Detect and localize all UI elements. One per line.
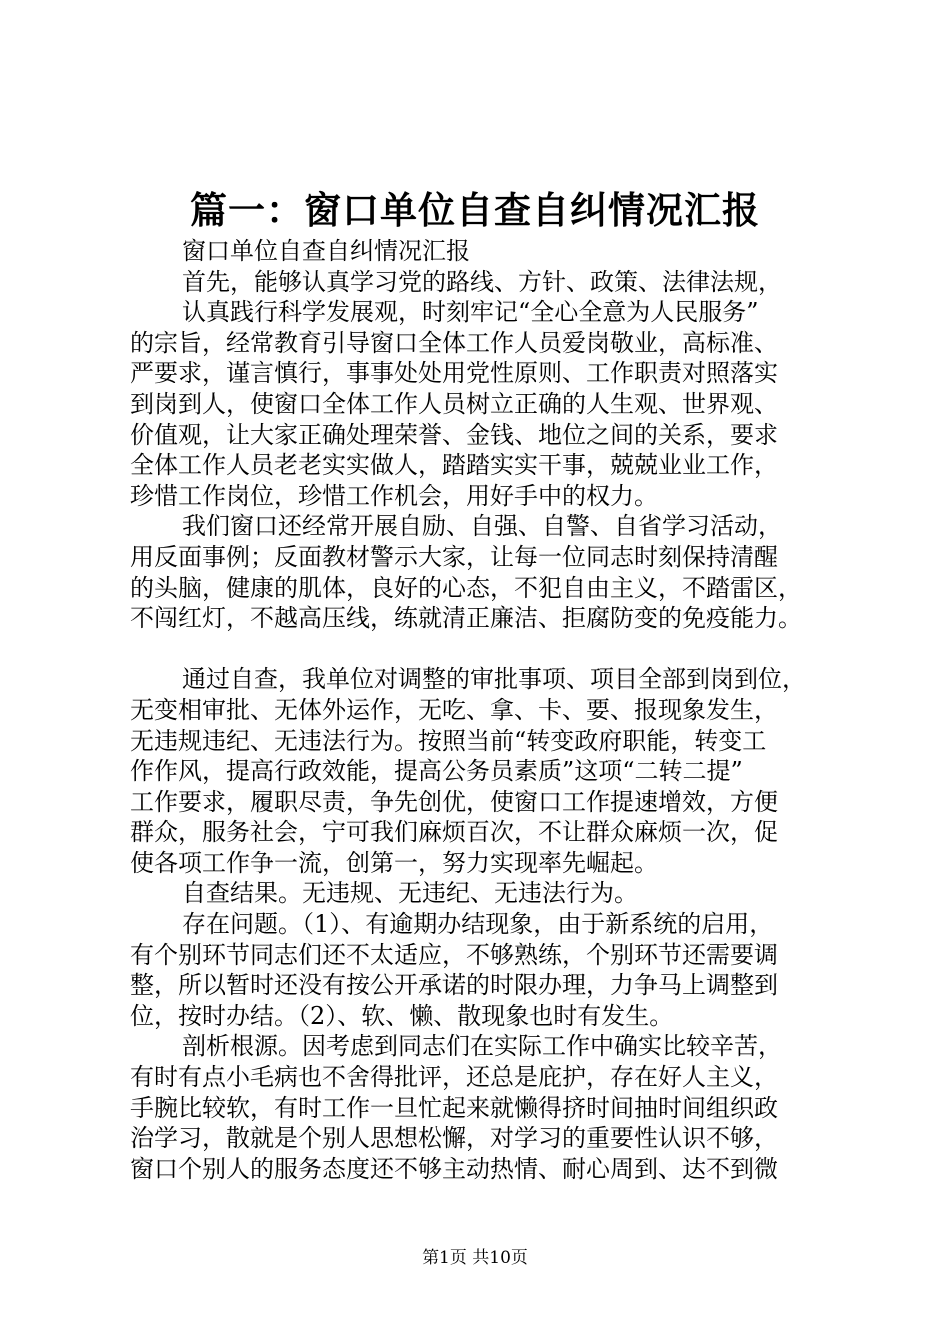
text-line: 到岗到人，使窗口全体工作人员树立正确的人生观、世界观、 [130, 389, 778, 418]
text-line: 作作风，提高行政效能，提高公务员素质”这项“二转二提” [130, 757, 743, 786]
document-title: 篇一：窗口单位自查自纠情况汇报 [190, 188, 760, 232]
text-line: 剖析根源。因考虑到同志们在实际工作中确实比较辛苦， [182, 1032, 782, 1061]
text-line: 存在问题。（1）、有逾期办结现象，由于新系统的启用， [182, 910, 774, 939]
text-line: 手腕比较软，有时工作一旦忙起来就懒得挤时间抽时间组织政 [130, 1093, 778, 1122]
text-line: 无违规违纪、无违法行为。按照当前“转变政府职能，转变工 [130, 726, 767, 755]
text-line: 工作要求，履职尽责，争先创优，使窗口工作提速增效，方便 [130, 787, 778, 816]
text-line: 通过自查，我单位对调整的审批事项、项目全部到岗到位， [182, 665, 806, 694]
text-line: 无变相审批、无体外运作，无吃、拿、卡、要、报现象发生， [130, 695, 778, 724]
text-line: 全体工作人员老老实实做人，踏踏实实干事，兢兢业业工作， [130, 451, 778, 480]
page-number-footer: 第1页 共10页 [422, 1248, 528, 1268]
text-line: 有时有点小毛病也不舍得批评，还总是庇护，存在好人主义， [130, 1063, 778, 1092]
text-line: 整，所以暂时还没有按公开承诺的时限办理，力争马上调整到 [130, 971, 778, 1000]
text-line: 群众，服务社会，宁可我们麻烦百次，不让群众麻烦一次，促 [130, 818, 778, 847]
text-line: 严要求，谨言慎行，事事处处用党性原则、工作职责对照落实 [130, 359, 778, 388]
document-body [130, 236, 830, 1184]
text-line: 有个别环节同志们还不太适应，不够熟练，个别环节还需要调 [130, 940, 778, 969]
text-line: 认真践行科学发展观，时刻牢记“全心全意为人民服务” [182, 298, 759, 327]
text-line: 不闯红灯，不越高压线，练就清正廉洁、拒腐防变的免疫能力。 [130, 604, 802, 633]
text-line: 珍惜工作岗位，珍惜工作机会，用好手中的权力。 [130, 481, 658, 510]
text-line: 首先，能够认真学习党的路线、方针、政策、法律法规， [182, 267, 782, 296]
text-line: 使各项工作争一流，创第一，努力实现率先崛起。 [130, 848, 658, 877]
text-line: 位，按时办结。（2）、软、懒、散现象也时有发生。 [130, 1001, 674, 1030]
text-line: 的头脑，健康的肌体，良好的心态，不犯自由主义，不踏雷区， [130, 573, 802, 602]
text-line: 自查结果。无违规、无违纪、无违法行为。 [182, 879, 638, 908]
blank-line [130, 634, 830, 665]
text-line: 的宗旨，经常教育引导窗口全体工作人员爱岗敬业，高标准、 [130, 328, 778, 357]
text-line: 我们窗口还经常开展自励、自强、自警、自省学习活动， [182, 512, 782, 541]
text-line: 用反面事例；反面教材警示大家，让每一位同志时刻保持清醒 [130, 542, 778, 571]
text-line: 价值观，让大家正确处理荣誉、金钱、地位之间的关系，要求 [130, 420, 778, 449]
text-line: 窗口个别人的服务态度还不够主动热情、耐心周到、达不到微 [130, 1154, 778, 1183]
text-line: 治学习，散就是个别人思想松懈，对学习的重要性认识不够， [130, 1124, 778, 1153]
text-line: 窗口单位自查自纠情况汇报 [182, 237, 470, 265]
